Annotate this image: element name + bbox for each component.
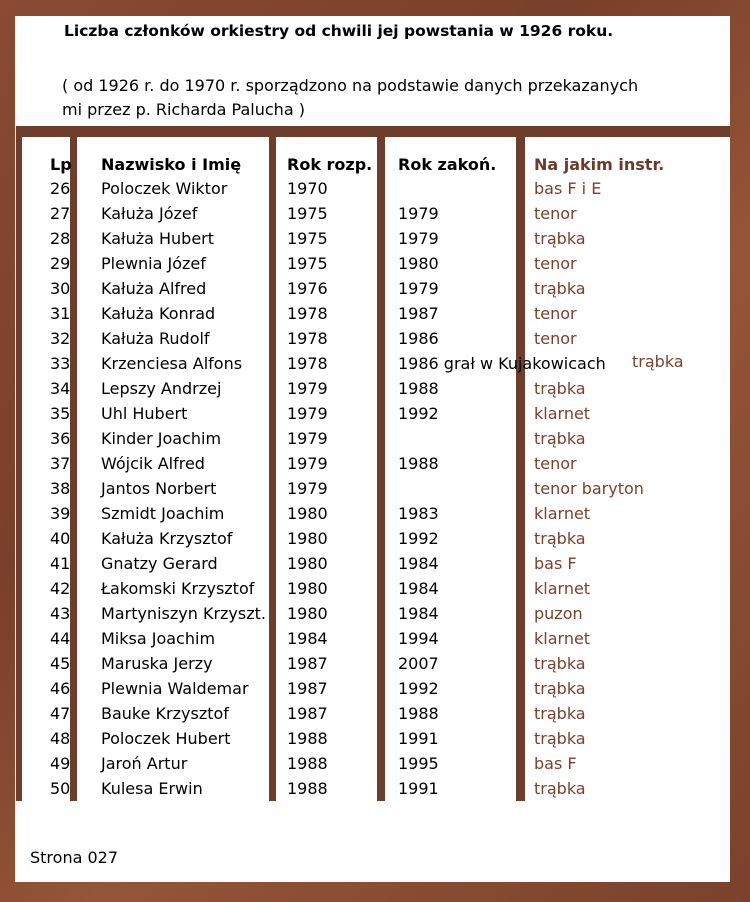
- cell-instrument: tenor: [534, 454, 577, 473]
- cell-start-year: 1979: [287, 379, 328, 398]
- cell-name: Szmidt Joachim: [101, 504, 225, 523]
- cell-end-year: 2007: [398, 654, 439, 673]
- cell-lp: 50: [50, 779, 71, 798]
- cell-end-year: 1984: [398, 554, 439, 573]
- cell-start-year: 1976: [287, 279, 328, 298]
- cell-start-year: 1987: [287, 654, 328, 673]
- cell-start-year: 1980: [287, 604, 328, 623]
- cell-name: Krzenciesa Alfons: [101, 354, 243, 373]
- cell-end-year: 1986: [398, 329, 439, 348]
- cell-name: Uhl Hubert: [101, 404, 188, 423]
- cell-name: Gnatzy Gerard: [101, 554, 218, 573]
- cell-name: Kałuża Alfred: [101, 279, 207, 298]
- cell-lp: 44: [50, 629, 71, 648]
- cell-instrument: klarnet: [534, 579, 591, 598]
- cell-name: Kałuża Konrad: [101, 304, 216, 323]
- cell-start-year: 1980: [287, 579, 328, 598]
- cell-name: Poloczek Wiktor: [101, 179, 228, 198]
- cell-lp: 34: [50, 379, 71, 398]
- cell-instrument: trąbka: [534, 779, 586, 798]
- cell-lp: 31: [50, 304, 71, 323]
- cell-lp: 28: [50, 229, 71, 248]
- cell-start-year: 1980: [287, 504, 328, 523]
- cell-name: Kulesa Erwin: [101, 779, 203, 798]
- cell-lp: 32: [50, 329, 71, 348]
- cell-instrument: trąbka: [632, 352, 684, 371]
- cell-end-year: 1994: [398, 629, 439, 648]
- cell-instrument: trąbka: [534, 529, 586, 548]
- cell-start-year: 1979: [287, 454, 328, 473]
- cell-start-year: 1975: [287, 204, 328, 223]
- cell-start-year: 1978: [287, 304, 328, 323]
- cell-lp: 40: [50, 529, 71, 548]
- cell-name: Kałuża Krzysztof: [101, 529, 233, 548]
- cell-end-year: 1979: [398, 279, 439, 298]
- page-number: Strona 027: [30, 848, 119, 867]
- cell-lp: 35: [50, 404, 71, 423]
- cell-start-year: 1980: [287, 529, 328, 548]
- cell-lp: 36: [50, 429, 71, 448]
- cell-end-year: 1984: [398, 604, 439, 623]
- cell-start-year: 1979: [287, 479, 328, 498]
- cell-end-year: 1991: [398, 779, 439, 798]
- subtitle-line-2: mi przez p. Richarda Palucha ): [62, 100, 305, 119]
- cell-end-year: 1988: [398, 379, 439, 398]
- cell-end-year: 1992: [398, 404, 439, 423]
- cell-lp: 42: [50, 579, 71, 598]
- cell-instrument: trąbka: [534, 729, 586, 748]
- cell-end-year: 1992: [398, 679, 439, 698]
- cell-start-year: 1970: [287, 179, 328, 198]
- cell-end-year: 1988: [398, 454, 439, 473]
- cell-instrument: trąbka: [534, 379, 586, 398]
- cell-start-year: 1979: [287, 404, 328, 423]
- cell-instrument: bas F i E: [534, 179, 602, 198]
- cell-lp: 45: [50, 654, 71, 673]
- cell-name: Kinder Joachim: [101, 429, 222, 448]
- cell-lp: 48: [50, 729, 71, 748]
- cell-name: Poloczek Hubert: [101, 729, 231, 748]
- cell-start-year: 1984: [287, 629, 328, 648]
- cell-end-year: 1979: [398, 204, 439, 223]
- cell-name: Bauke Krzysztof: [101, 704, 229, 723]
- header-end-year: Rok zakoń.: [398, 155, 497, 174]
- cell-start-year: 1979: [287, 429, 328, 448]
- cell-lp: 37: [50, 454, 71, 473]
- cell-name: Martyniszyn Krzyszt.: [101, 604, 266, 623]
- cell-end-year: 1986 grał w Kujakowicach: [398, 354, 606, 373]
- subtitle-line-1: ( od 1926 r. do 1970 r. sporządzono na podstawie danych przekazanych: [62, 76, 639, 95]
- cell-instrument: trąbka: [534, 229, 586, 248]
- cell-instrument: trąbka: [534, 654, 586, 673]
- cell-start-year: 1988: [287, 754, 328, 773]
- header-instrument: Na jakim instr.: [534, 155, 665, 174]
- cell-instrument: tenor: [534, 254, 577, 273]
- cell-end-year: 1983: [398, 504, 439, 523]
- cell-lp: 39: [50, 504, 71, 523]
- document-title: Liczba członków orkiestry od chwili jej powstania w 1926 roku.: [64, 22, 614, 40]
- cell-instrument: trąbka: [534, 679, 586, 698]
- cell-lp: 46: [50, 679, 71, 698]
- cell-end-year: 1979: [398, 229, 439, 248]
- cell-instrument: tenor: [534, 329, 577, 348]
- cell-lp: 49: [50, 754, 71, 773]
- cell-lp: 29: [50, 254, 71, 273]
- cell-instrument: bas F: [534, 754, 577, 773]
- cell-name: Lepszy Andrzej: [101, 379, 222, 398]
- cell-lp: 38: [50, 479, 71, 498]
- cell-start-year: 1987: [287, 704, 328, 723]
- cell-start-year: 1987: [287, 679, 328, 698]
- cell-lp: 41: [50, 554, 71, 573]
- cell-start-year: 1975: [287, 229, 328, 248]
- cell-end-year: 1992: [398, 529, 439, 548]
- cell-start-year: 1975: [287, 254, 328, 273]
- header-lp: Lp: [50, 155, 72, 174]
- cell-lp: 43: [50, 604, 71, 623]
- cell-instrument: tenor baryton: [534, 479, 644, 498]
- cell-name: Jantos Norbert: [101, 479, 217, 498]
- cell-start-year: 1978: [287, 329, 328, 348]
- cell-end-year: 1991: [398, 729, 439, 748]
- cell-name: Miksa Joachim: [101, 629, 216, 648]
- cell-lp: 30: [50, 279, 71, 298]
- cell-instrument: puzon: [534, 604, 583, 623]
- cell-instrument: klarnet: [534, 404, 591, 423]
- cell-lp: 47: [50, 704, 71, 723]
- header-start-year: Rok rozp.: [287, 155, 373, 174]
- cell-end-year: 1984: [398, 579, 439, 598]
- cell-instrument: tenor: [534, 204, 577, 223]
- cell-name: Łakomski Krzysztof: [101, 579, 255, 598]
- cell-lp: 27: [50, 204, 71, 223]
- cell-instrument: klarnet: [534, 504, 591, 523]
- cell-end-year: 1987: [398, 304, 439, 323]
- cell-instrument: tenor: [534, 304, 577, 323]
- cell-name: Plewnia Józef: [101, 254, 206, 273]
- cell-start-year: 1988: [287, 779, 328, 798]
- cell-lp: 26: [50, 179, 71, 198]
- cell-name: Kałuża Hubert: [101, 229, 215, 248]
- header-name: Nazwisko i Imię: [101, 155, 242, 174]
- cell-name: Maruska Jerzy: [101, 654, 213, 673]
- cell-instrument: trąbka: [534, 704, 586, 723]
- cell-start-year: 1978: [287, 354, 328, 373]
- cell-instrument: bas F: [534, 554, 577, 573]
- cell-instrument: klarnet: [534, 629, 591, 648]
- cell-end-year: 1980: [398, 254, 439, 273]
- cell-name: Wójcik Alfred: [101, 454, 205, 473]
- cell-name: Kałuża Józef: [101, 204, 198, 223]
- document-subtitle: [62, 74, 638, 122]
- cell-lp: 33: [50, 354, 71, 373]
- cell-name: Kałuża Rudolf: [101, 329, 210, 348]
- cell-start-year: 1988: [287, 729, 328, 748]
- cell-end-year: 1988: [398, 704, 439, 723]
- cell-instrument: trąbka: [534, 279, 586, 298]
- cell-start-year: 1980: [287, 554, 328, 573]
- cell-instrument: trąbka: [534, 429, 586, 448]
- cell-name: Plewnia Waldemar: [101, 679, 249, 698]
- cell-end-year: 1995: [398, 754, 439, 773]
- cell-name: Jaroń Artur: [101, 754, 188, 773]
